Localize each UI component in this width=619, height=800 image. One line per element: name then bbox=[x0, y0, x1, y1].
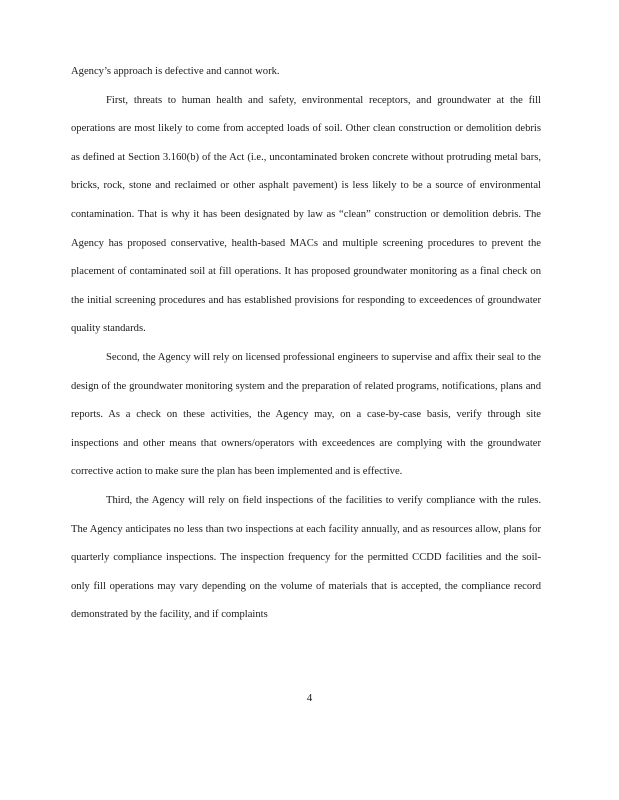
paragraph-continuation: Agency’s approach is defective and cannot work. bbox=[71, 66, 280, 77]
paragraph-third-inspections: Third, the Agency will rely on field inspections of the facilities to verify compliance with the rules. The Agency anticipates no less than two inspections at each facility annually, and as resources allow, plans for quarterly compliance inspections. The inspection frequency for the permitted CCDD facilities and the soil-only fill operations may vary depending on the volume of materials that is accepted, the compliance record demonstrated by the facility, and if complaints bbox=[71, 494, 541, 621]
paragraph-first-threats: First, threats to human health and safety, environmental receptors, and groundwater at the fill operations are most likely to come from accepted loads of soil. Other clean construction or demolition debris as defined at Section 3.160(b) of the Act (i.e., uncontaminated broken concrete without protruding metal bars, bricks, rock, stone and reclaimed or other asphalt pavement) is less likely to be a source of environmental contamination. That is why it has been designated by law as “clean” construction or demolition debris. The Agency has proposed conservative, health-based MACs and multiple screening procedures to prevent the placement of contaminated soil at fill operations. It has proposed groundwater monitoring as a final check on the initial screening procedures and has established provisions for responding to exceedences of groundwater quality standards. bbox=[71, 94, 541, 335]
paragraph-second-engineers: Second, the Agency will rely on licensed professional engineers to supervise and affix their seal to the design of the groundwater monitoring system and the preparation of related programs, notifications, plans and reports. As a check on these activities, the Agency may, on a case-by-case basis, verify through site inspections and other means that owners/operators with exceedences are complying with the groundwater corrective action to make sure the plan has been implemented and is effective. bbox=[71, 351, 541, 478]
page-number: 4 bbox=[306, 692, 313, 704]
body-text bbox=[71, 58, 541, 630]
